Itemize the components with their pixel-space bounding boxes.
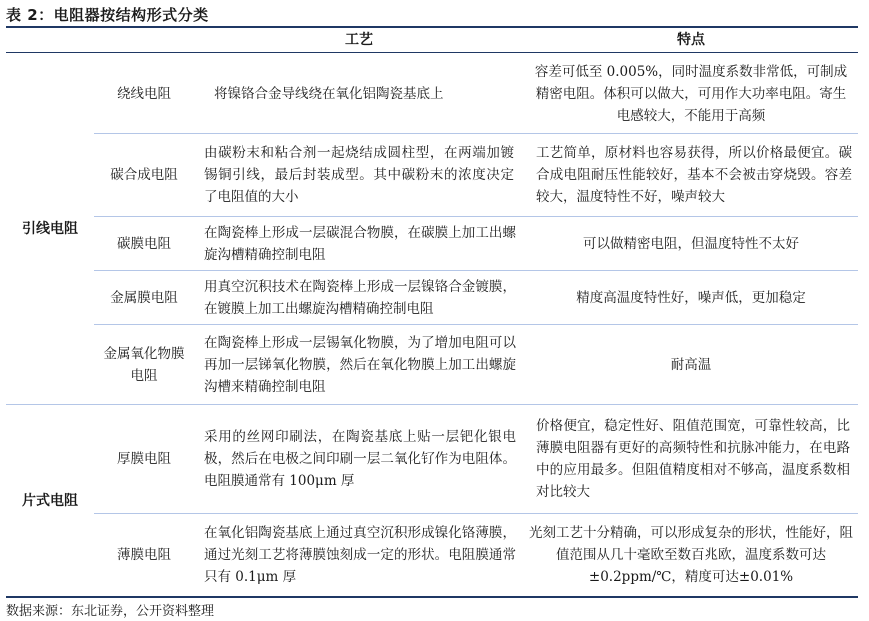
row-craft: 将镍铬合金导线绕在氧化铝陶瓷基底上: [214, 85, 444, 102]
header-craft: 工艺: [345, 32, 373, 48]
row-name: 碳膜电阻: [117, 235, 171, 252]
header-feature: 特点: [677, 32, 705, 48]
row-name: 厚膜电阻: [117, 451, 171, 467]
row-name: 金属氧化物膜电阻: [103, 345, 185, 384]
group-leaded: 引线电阻: [22, 220, 78, 237]
row-feature: 光刻工艺十分精确，可以形成复杂的形状，性能好，阻值范围从几十毫欧至数百兆欧，温度系数可达±0.2ppm/℃，精度可达±0.01%: [529, 525, 853, 585]
bottom-rule: [6, 596, 858, 598]
row-feature: 可以做精密电阻，但温度特性不太好: [583, 235, 799, 252]
row-craft: 在氧化铝陶瓷基底上通过真空沉积形成镍化铬薄膜，通过光刻工艺将薄膜蚀刻成一定的形状。电阻膜通常只有 0.1μm 厚: [204, 525, 516, 585]
header-rule: [6, 52, 858, 53]
row-name: 薄膜电阻: [117, 547, 171, 563]
source-note: 数据来源：东北证券，公开资料整理: [6, 604, 215, 619]
row-feature: 耐高温: [670, 356, 712, 373]
row-feature: 工艺简单，原材料也容易获得，所以价格最便宜。碳合成电阻耐压性能较好，基本不会被击穿烧毁。容差较大，温度特性不好，噪声较大: [536, 145, 852, 205]
group-chip: 片式电阻: [22, 492, 78, 509]
row-craft: 采用的丝网印刷法，在陶瓷基底上贴一层钯化银电极，然后在电极之间印刷一层二氧化钌作为电阻体。电阻膜通常有 100μm 厚: [204, 429, 516, 489]
row-craft: 在陶瓷棒上形成一层锡氧化物膜，为了增加电阻可以再加一层锑氧化物膜，然后在氧化物膜上加工出螺旋沟槽来精确控制电阻: [204, 334, 516, 395]
row-craft: 由碳粉末和粘合剂一起烧结成圆柱型，在两端加镀锡铜引线，最后封装成型。其中碳粉末的浓度决定了电阻值的大小: [204, 145, 514, 205]
row-name: 金属膜电阻: [110, 289, 178, 306]
row-feature: 价格便宜，稳定性好、阻值范围宽，可靠性较高，比薄膜电阻器有更好的高频特性和抗脉冲能力，在电路中的应用最多。但阻值精度相对不够高，温度系数相对比较大: [536, 418, 850, 500]
row-name: 绕线电阻: [117, 85, 171, 102]
row-feature: 精度高温度特性好，噪声低，更加稳定: [576, 289, 806, 306]
row-craft: 用真空沉积技术在陶瓷棒上形成一层镍铬合金镀膜，在镀膜上加工出螺旋沟槽精确控制电阻: [204, 278, 516, 317]
table-title: 表 2：电阻器按结构形式分类: [6, 6, 209, 24]
row-craft: 在陶瓷棒上形成一层碳混合物膜，在碳膜上加工出螺旋沟槽精确控制电阻: [204, 224, 516, 263]
row-name: 碳合成电阻: [110, 167, 178, 183]
row-feature: 容差可低至 0.005%，同时温度系数非常低，可制成精密电阻。体积可以做大，可用作大功率电阻。寄生电感较大，不能用于高频: [534, 63, 848, 124]
